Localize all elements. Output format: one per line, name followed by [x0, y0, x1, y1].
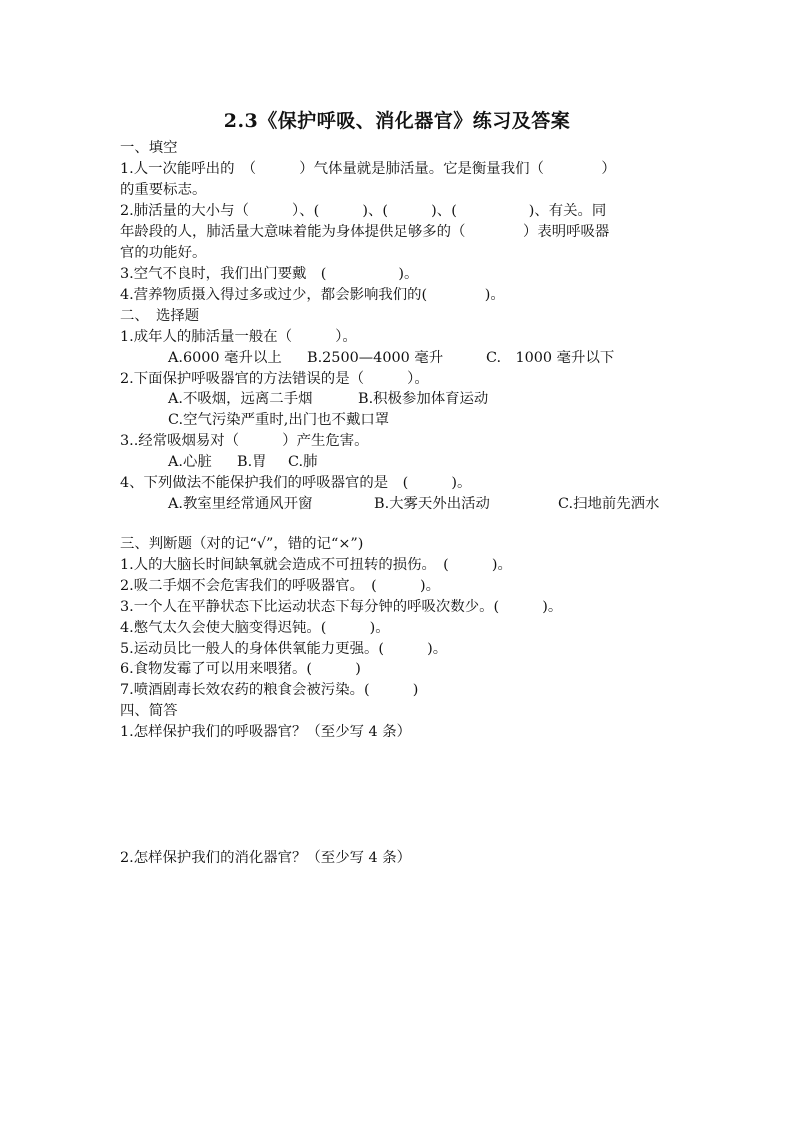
choice-option-c: C.扫地前先洒水 — [558, 496, 660, 512]
section-heading-fill-in: 一、填空 — [120, 140, 178, 156]
question-text: 3..经常吸烟易对（ ）产生危害。 — [120, 433, 369, 449]
question-text: 3.一个人在平静状态下比运动状态下每分钟的呼吸次数少。( )。 — [120, 599, 563, 615]
question-text: 2.吸二手烟不会危害我们的呼吸器官。 ( )。 — [120, 578, 440, 594]
question-text: 4、下列做法不能保护我们的呼吸器官的是 ( )。 — [120, 475, 472, 491]
question-text: 7.喷酒剧毒长效农药的粮食会被污染。( ) — [120, 682, 419, 698]
choice-option-a: A.教室里经常通风开窗 — [168, 496, 313, 512]
choice-option-a: A.不吸烟，远离二手烟 — [168, 391, 313, 407]
section-heading-choice: 二、 选择题 — [120, 308, 200, 324]
question-text: 年龄段的人，肺活量大意味着能为身体提供足够多的（ ）表明呼吸器 — [120, 224, 610, 240]
question-text: 官的功能好。 — [120, 245, 207, 261]
question-text: 4.憋气太久会使大脑变得迟钝。( )。 — [120, 620, 390, 636]
question-text: 2.怎样保护我们的消化器官？（至少写 4 条） — [120, 850, 412, 866]
question-text: 3.空气不良时，我们出门要戴 ( )。 — [120, 266, 419, 282]
choice-option-b: B.大雾天外出活动 — [374, 496, 490, 512]
question-text: 的重要标志。 — [120, 182, 207, 198]
question-text: 1.人的大脑长时间缺氧就会造成不可扭转的损伤。 ( )。 — [120, 557, 512, 573]
choice-option-c: C.空气污染严重时,出门也不戴口罩 — [168, 412, 390, 428]
question-text: 6.食物发霉了可以用来喂猪。( ) — [120, 661, 361, 677]
choice-option-a: A.6000 毫升以上 — [168, 350, 282, 366]
choice-option-c: C. 1000 毫升以下 — [486, 350, 615, 366]
question-text: 2.肺活量的大小与（ ）、( )、( )、( )、有关。同 — [120, 203, 607, 219]
page-title: 2.3《保护呼吸、消化器官》练习及答案 — [223, 110, 571, 132]
question-text: 1.怎样保护我们的呼吸器官？（至少写 4 条） — [120, 724, 412, 740]
section-heading-true-false: 三、判断题（对的记“√”，错的记“×”) — [120, 536, 364, 552]
choice-option-b: B.胃 — [237, 454, 267, 470]
choice-option-c: C.肺 — [288, 454, 318, 470]
question-text: 1.成年人的肺活量一般在（ ）。 — [120, 329, 357, 345]
question-text: 4.营养物质摄入得过多或过少，都会影响我们的( )。 — [120, 287, 505, 303]
question-text: 5.运动员比一般人的身体供氧能力更强。( )。 — [120, 641, 448, 657]
section-heading-short-answer: 四、简答 — [120, 703, 178, 719]
choice-option-b: B.积极参加体育运动 — [358, 391, 489, 407]
question-text: 2.下面保护呼吸器官的方法错误的是（ ）。 — [120, 371, 429, 387]
question-text: 1.人一次能呼出的 （ ）气体量就是肺活量。它是衡量我们（ ） — [120, 161, 616, 177]
choice-option-a: A.心脏 — [168, 454, 212, 470]
choice-option-b: B.2500—4000 毫升 — [307, 350, 444, 366]
